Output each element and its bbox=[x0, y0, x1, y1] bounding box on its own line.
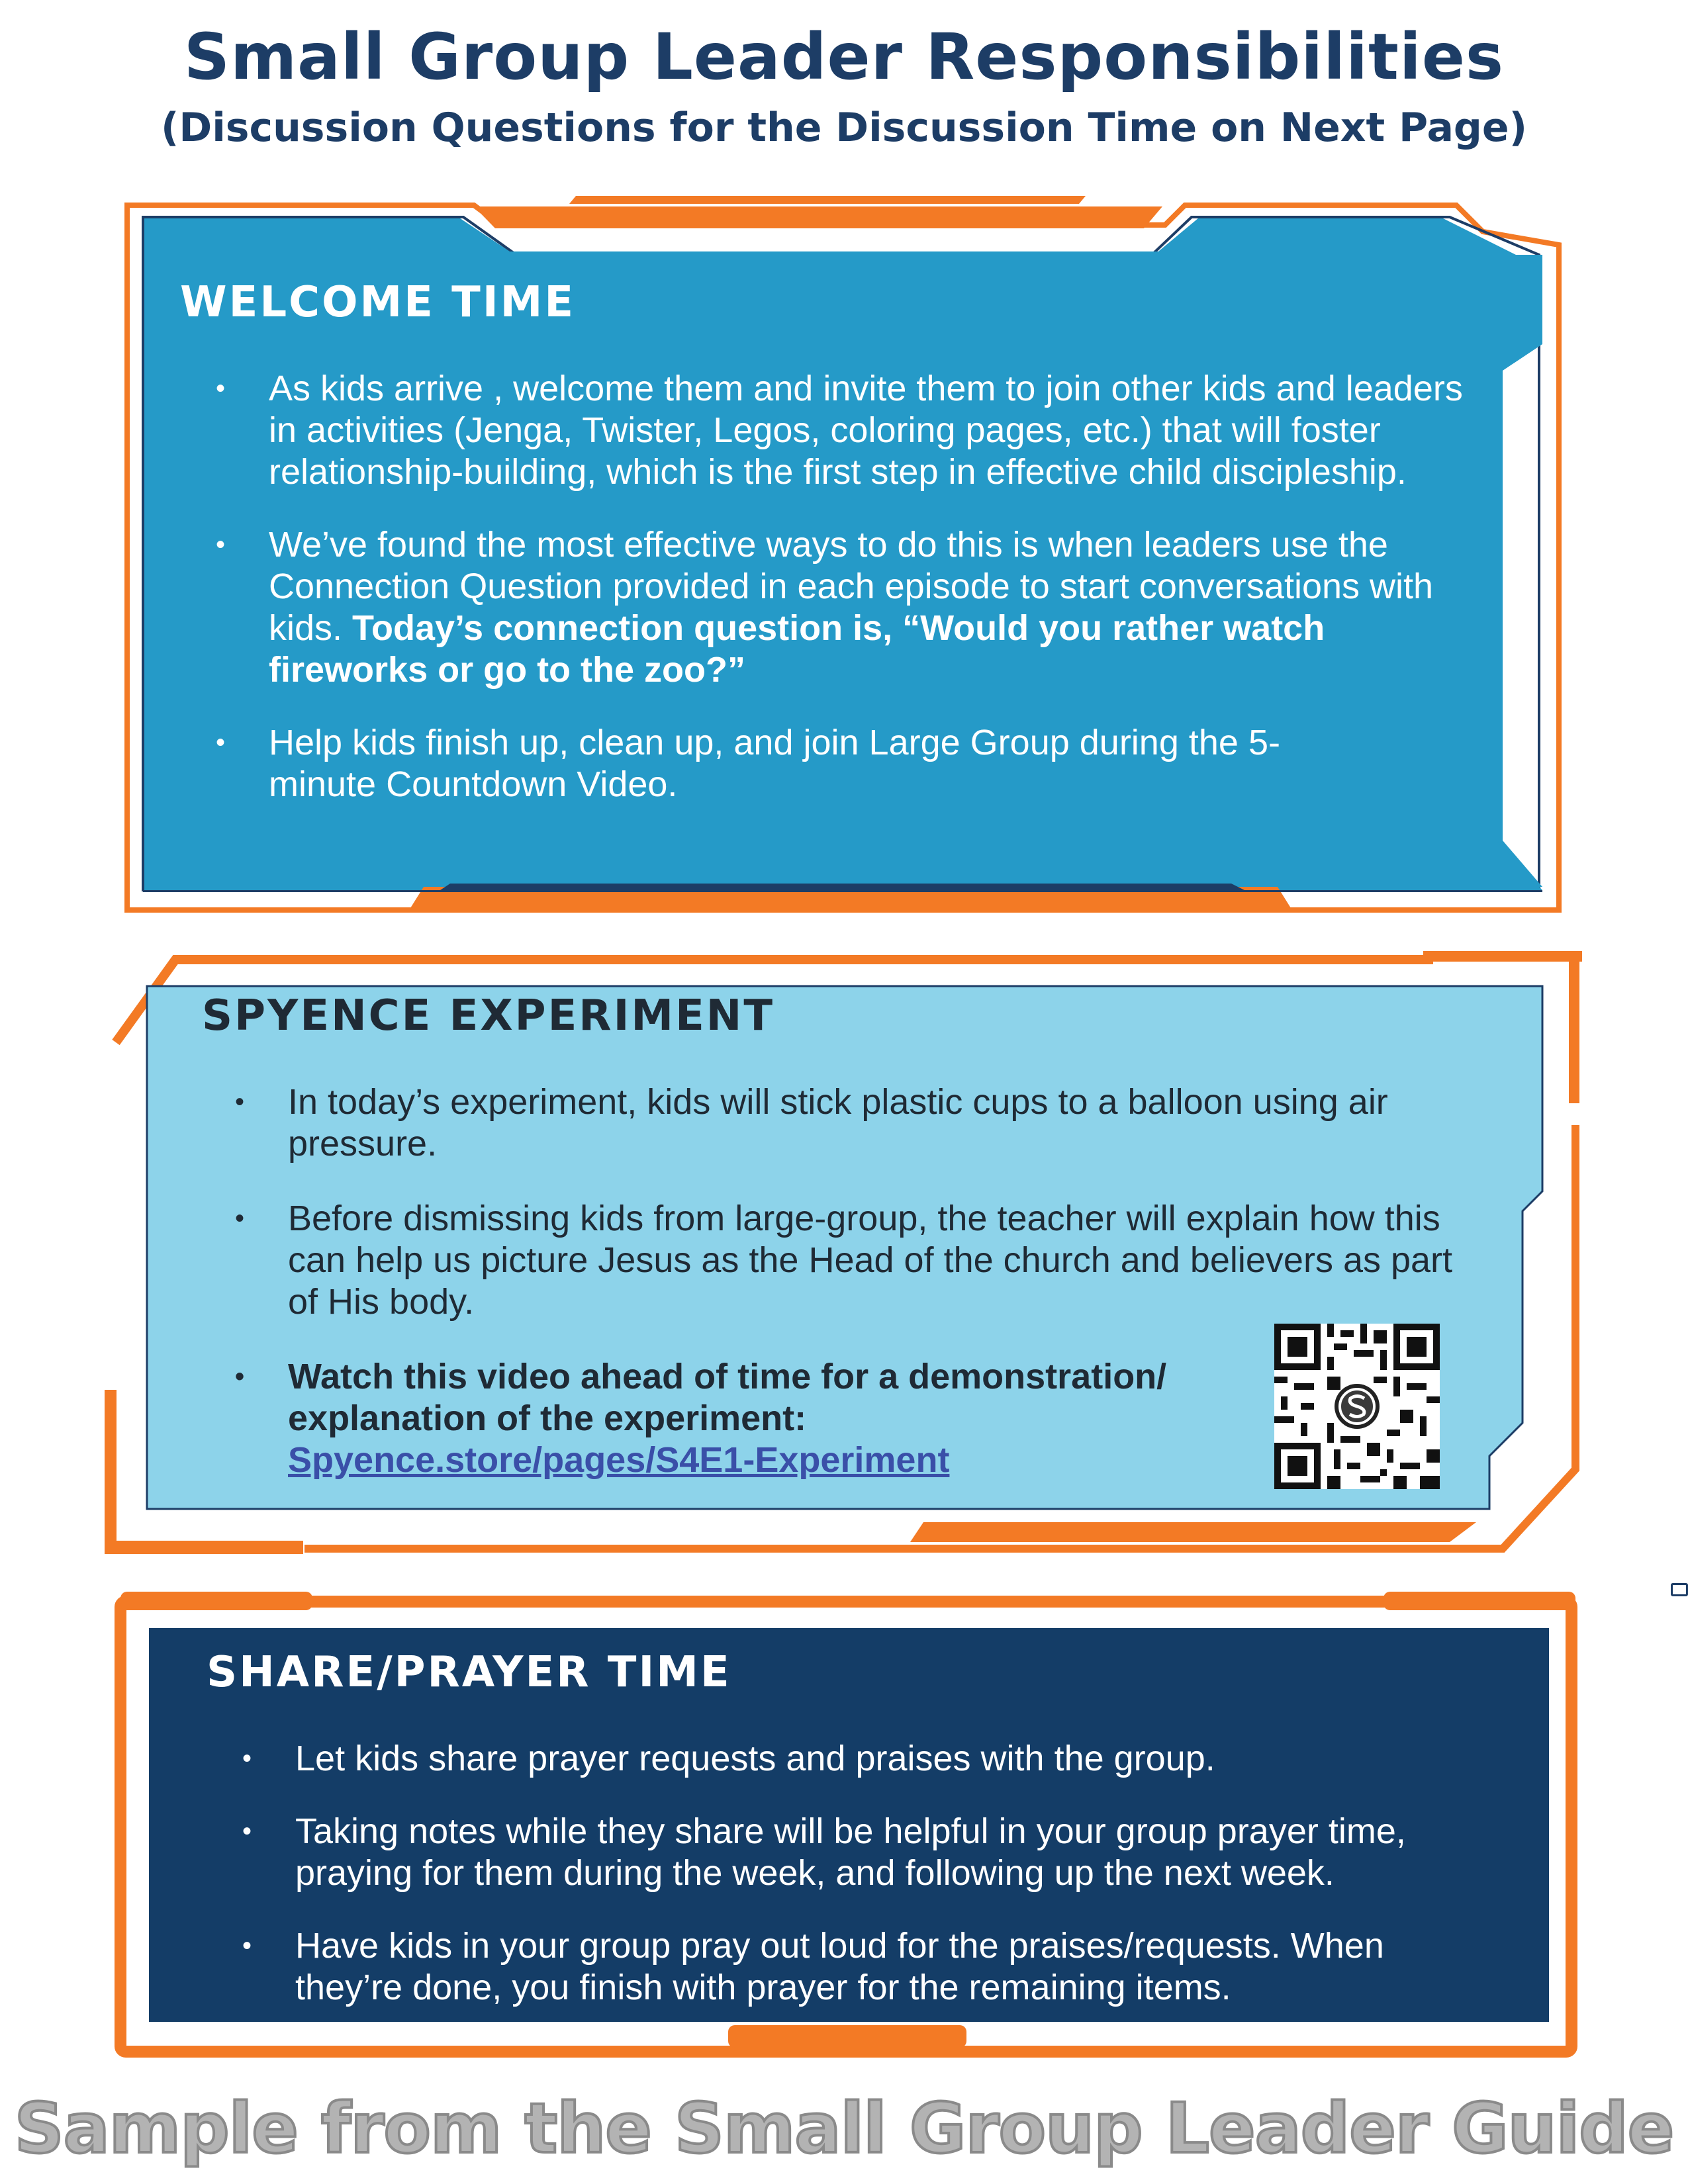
list-item bbox=[216, 368, 1480, 493]
list-item-text: Taking notes while they share will be helpful in your group prayer time, praying for them during the week, and following up the next week. bbox=[295, 1811, 1406, 1893]
welcome-section bbox=[180, 278, 1477, 837]
list-item-text: Have kids in your group pray out loud for the praises/requests. When they’re done, you finish with prayer for the remaining items. bbox=[295, 1926, 1384, 2007]
experiment-video-link[interactable]: Spyence.store/pages/S4E1-Experiment bbox=[288, 1440, 950, 1480]
experiment-section bbox=[202, 991, 1460, 1514]
list-item bbox=[216, 722, 1480, 805]
bullet-icon: • bbox=[235, 1087, 245, 1116]
list-item bbox=[242, 1738, 1487, 1780]
prayer-heading: SHARE/PRAYER TIME bbox=[207, 1648, 731, 1697]
welcome-heading: WELCOME TIME bbox=[180, 278, 576, 327]
bullet-icon: • bbox=[242, 1931, 252, 1960]
list-item-text: We’ve found the most effective ways to do this is when leaders use the Connection Question provided in each episode to start conversations with kids. bbox=[269, 525, 1434, 648]
bullet-icon: • bbox=[216, 530, 226, 559]
list-item bbox=[216, 524, 1480, 691]
bullet-icon: • bbox=[216, 728, 226, 757]
list-item-text: Let kids share prayer requests and praises with the group. bbox=[295, 1739, 1215, 1778]
list-item bbox=[242, 1811, 1487, 1894]
bullet-icon: • bbox=[242, 1744, 252, 1773]
list-item bbox=[242, 1925, 1487, 2009]
page-title: Small Group Leader Responsibilities bbox=[183, 20, 1505, 94]
qr-code-icon bbox=[1274, 1324, 1440, 1489]
bullet-icon: • bbox=[216, 374, 226, 403]
list-item-text: In today’s experiment, kids will stick plastic cups to a balloon using air pressure. bbox=[288, 1082, 1388, 1163]
page-marker-icon bbox=[1671, 1583, 1688, 1596]
experiment-heading: SPYENCE EXPERIMENT bbox=[202, 991, 774, 1040]
bullet-icon: • bbox=[235, 1204, 245, 1233]
list-item-text: Before dismissing kids from large-group, the teacher will explain how this can help us picture Jesus as the Head of the church and believers as part of His body. bbox=[288, 1199, 1453, 1322]
list-item bbox=[235, 1081, 1473, 1165]
page-subtitle: (Discussion Questions for the Discussion Time on Next Page) bbox=[161, 105, 1527, 151]
list-item bbox=[235, 1198, 1473, 1323]
list-item-text: As kids arrive , welcome them and invite them to join other kids and leaders in activities (Jenga, Twister, Legos, coloring pages, etc.) that will foster relationship-building, which is the first step in effective child discipleship. bbox=[269, 369, 1463, 492]
welcome-list bbox=[216, 368, 1480, 805]
bullet-icon: • bbox=[235, 1362, 245, 1391]
prayer-section bbox=[207, 1648, 1477, 2040]
connection-question: Today’s connection question is, “Would you rather watch fireworks or go to the zoo?” bbox=[269, 608, 1325, 690]
sample-watermark: Sample from the Small Group Leader Guide bbox=[14, 2088, 1674, 2169]
list-item bbox=[235, 1356, 1268, 1481]
list-item-text: Help kids finish up, clean up, and join Large Group during the 5-minute Countdown Video. bbox=[269, 723, 1280, 804]
list-item-text: Watch this video ahead of time for a demonstration/ explanation of the experiment: bbox=[288, 1357, 1167, 1438]
bullet-icon: • bbox=[242, 1817, 252, 1846]
prayer-list bbox=[242, 1738, 1487, 2009]
